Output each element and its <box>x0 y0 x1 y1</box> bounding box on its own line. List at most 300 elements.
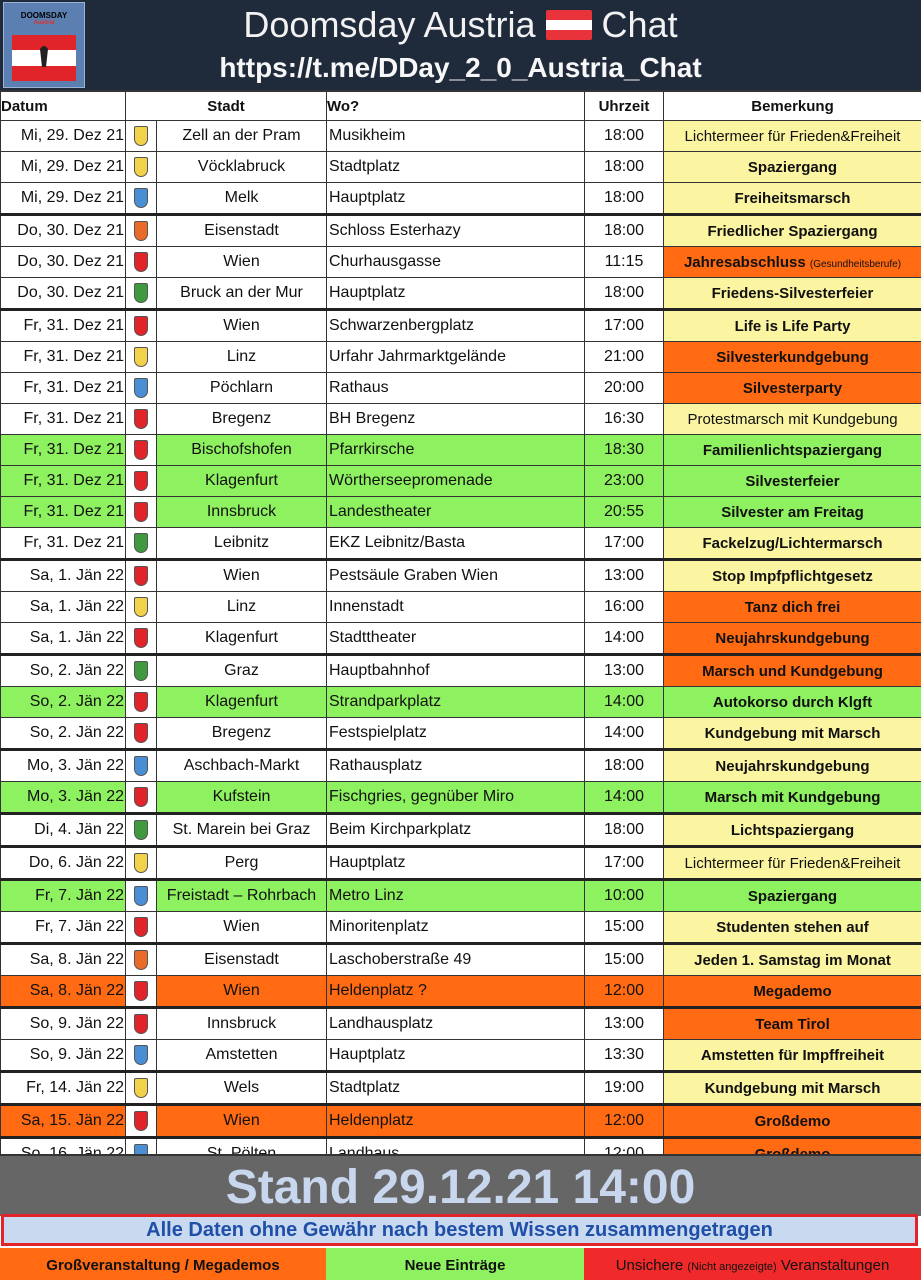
table-row <box>1 342 921 373</box>
note-cell <box>664 847 921 880</box>
date-cell: Fr, 31. Dez 21 <box>1 435 126 466</box>
date-cell: Fr, 31. Dez 21 <box>1 373 126 404</box>
note-cell <box>664 528 921 560</box>
table-row <box>1 278 921 310</box>
note-text: Jahresabschluss <box>684 254 806 271</box>
city-cell: Klagenfurt <box>157 623 327 655</box>
note-text: Megademo <box>753 983 831 1000</box>
place-cell: Festspielplatz <box>327 718 585 750</box>
table-row <box>1 435 921 466</box>
title-right: Chat <box>602 4 678 45</box>
city-cell: Wien <box>157 912 327 944</box>
place-cell: Laschoberstraße 49 <box>327 944 585 976</box>
state-crest-icon <box>134 597 148 617</box>
note-cell <box>664 342 921 373</box>
note-text: Neujahrskundgebung <box>715 758 869 775</box>
place-cell: Beim Kirchparkplatz <box>327 814 585 847</box>
note-cell <box>664 750 921 782</box>
time-cell: 19:00 <box>585 1072 664 1105</box>
place-cell: Churhausgasse <box>327 247 585 278</box>
place-cell: Pfarrkirsche <box>327 435 585 466</box>
date-cell: Sa, 8. Jän 22 <box>1 944 126 976</box>
time-cell: 13:00 <box>585 1008 664 1040</box>
date-cell: Fr, 7. Jän 22 <box>1 912 126 944</box>
note-cell <box>664 623 921 655</box>
crest-cell <box>126 560 157 592</box>
note-cell <box>664 1105 921 1138</box>
header <box>0 0 921 90</box>
note-cell <box>664 215 921 247</box>
note-cell <box>664 1072 921 1105</box>
logo-line1: DOOMSDAY <box>4 11 84 20</box>
crest-cell <box>126 750 157 782</box>
time-cell: 18:30 <box>585 435 664 466</box>
crest-cell <box>126 121 157 152</box>
crest-cell <box>126 880 157 912</box>
place-cell: Schwarzenbergplatz <box>327 310 585 342</box>
note-cell <box>664 310 921 342</box>
place-cell: Pestsäule Graben Wien <box>327 560 585 592</box>
state-crest-icon <box>134 126 148 146</box>
note-text: Fackelzug/Lichtermarsch <box>702 535 882 552</box>
legend-red-a: Unsichere <box>616 1257 684 1274</box>
city-cell: Leibnitz <box>157 528 327 560</box>
crest-cell <box>126 183 157 215</box>
city-cell: Eisenstadt <box>157 944 327 976</box>
state-crest-icon <box>134 756 148 776</box>
header-time: Uhrzeit <box>585 91 664 121</box>
table-row <box>1 121 921 152</box>
time-cell: 18:00 <box>585 121 664 152</box>
city-cell: Pöchlarn <box>157 373 327 404</box>
city-cell: Innsbruck <box>157 497 327 528</box>
place-cell: Heldenplatz <box>327 1105 585 1138</box>
state-crest-icon <box>134 316 148 336</box>
state-crest-icon <box>134 283 148 303</box>
legend-orange: Großveranstaltung / Megademos <box>0 1248 326 1280</box>
crest-cell <box>126 847 157 880</box>
note-text: Stop Impfpflichtgesetz <box>712 568 873 585</box>
date-cell: Mi, 29. Dez 21 <box>1 121 126 152</box>
date-cell: Mi, 29. Dez 21 <box>1 183 126 215</box>
crest-cell <box>126 623 157 655</box>
city-cell: Kufstein <box>157 782 327 814</box>
place-cell: BH Bregenz <box>327 404 585 435</box>
city-cell: Innsbruck <box>157 1008 327 1040</box>
table-row <box>1 655 921 687</box>
state-crest-icon <box>134 533 148 553</box>
table-row <box>1 1008 921 1040</box>
crest-cell <box>126 718 157 750</box>
note-text: Spaziergang <box>748 159 837 176</box>
date-cell: Fr, 31. Dez 21 <box>1 466 126 497</box>
note-cell <box>664 560 921 592</box>
note-cell <box>664 912 921 944</box>
crest-cell <box>126 435 157 466</box>
table-row <box>1 528 921 560</box>
note-text: Silvester am Freitag <box>721 504 864 521</box>
city-cell: Melk <box>157 183 327 215</box>
table-row <box>1 912 921 944</box>
note-text: Protestmarsch mit Kundgebung <box>687 411 897 428</box>
note-text: Marsch und Kundgebung <box>702 663 883 680</box>
state-crest-icon <box>134 820 148 840</box>
stand-text: Stand 29.12.21 14:00 <box>0 1160 921 1215</box>
legend-red-b: (Nicht angezeigte) <box>687 1261 776 1273</box>
place-cell: Urfahr Jahrmarktgelände <box>327 342 585 373</box>
state-crest-icon <box>134 886 148 906</box>
table-row <box>1 404 921 435</box>
date-cell: Sa, 1. Jän 22 <box>1 592 126 623</box>
crest-cell <box>126 782 157 814</box>
city-cell: Aschbach-Markt <box>157 750 327 782</box>
time-cell: 17:00 <box>585 528 664 560</box>
state-crest-icon <box>134 157 148 177</box>
table-row <box>1 1040 921 1072</box>
note-cell <box>664 247 921 278</box>
table-row <box>1 560 921 592</box>
place-cell: Landhausplatz <box>327 1008 585 1040</box>
date-cell: Do, 30. Dez 21 <box>1 278 126 310</box>
date-cell: Di, 4. Jän 22 <box>1 814 126 847</box>
crest-cell <box>126 278 157 310</box>
note-text: Familienlichtspaziergang <box>703 442 882 459</box>
time-cell: 18:00 <box>585 278 664 310</box>
date-cell: Fr, 31. Dez 21 <box>1 404 126 435</box>
state-crest-icon <box>134 188 148 208</box>
crest-cell <box>126 912 157 944</box>
note-cell <box>664 592 921 623</box>
place-cell: Landestheater <box>327 497 585 528</box>
place-cell: Hauptplatz <box>327 183 585 215</box>
table-row <box>1 976 921 1008</box>
table-row <box>1 466 921 497</box>
date-cell: Do, 6. Jän 22 <box>1 847 126 880</box>
time-cell: 14:00 <box>585 782 664 814</box>
state-crest-icon <box>134 252 148 272</box>
city-cell: Bregenz <box>157 718 327 750</box>
time-cell: 18:00 <box>585 152 664 183</box>
note-text: Silvesterkundgebung <box>716 349 869 366</box>
date-cell: Sa, 1. Jän 22 <box>1 560 126 592</box>
date-cell: Sa, 1. Jän 22 <box>1 623 126 655</box>
city-cell: Vöcklabruck <box>157 152 327 183</box>
place-cell: Hauptplatz <box>327 847 585 880</box>
legend-red-c: Veranstaltungen <box>781 1257 889 1274</box>
note-cell <box>664 497 921 528</box>
crest-cell <box>126 1072 157 1105</box>
city-cell: Zell an der Pram <box>157 121 327 152</box>
city-cell: Wels <box>157 1072 327 1105</box>
city-cell: St. Marein bei Graz <box>157 814 327 847</box>
date-cell: Fr, 7. Jän 22 <box>1 880 126 912</box>
crest-cell <box>126 976 157 1008</box>
date-cell: Mi, 29. Dez 21 <box>1 152 126 183</box>
crest-cell <box>126 687 157 718</box>
note-text: Autokorso durch Klgft <box>713 694 872 711</box>
note-text: Life is Life Party <box>735 318 851 335</box>
state-crest-icon <box>134 917 148 937</box>
note-text: Amstetten für Impffreiheit <box>701 1047 884 1064</box>
date-cell: So, 2. Jän 22 <box>1 655 126 687</box>
time-cell: 16:30 <box>585 404 664 435</box>
header-city: Stadt <box>126 91 327 121</box>
city-cell: Linz <box>157 342 327 373</box>
note-text: Lichtspaziergang <box>731 822 854 839</box>
time-cell: 15:00 <box>585 944 664 976</box>
city-cell: Linz <box>157 592 327 623</box>
crest-cell <box>126 466 157 497</box>
table-row <box>1 814 921 847</box>
state-crest-icon <box>134 347 148 367</box>
place-cell: Strandparkplatz <box>327 687 585 718</box>
state-crest-icon <box>134 628 148 648</box>
note-cell <box>664 121 921 152</box>
table-row <box>1 373 921 404</box>
city-cell: Wien <box>157 247 327 278</box>
date-cell: Fr, 31. Dez 21 <box>1 528 126 560</box>
place-cell: Musikheim <box>327 121 585 152</box>
place-cell: Wörtherseepromenade <box>327 466 585 497</box>
city-cell: Klagenfurt <box>157 466 327 497</box>
table-row <box>1 623 921 655</box>
place-cell: Schloss Esterhazy <box>327 215 585 247</box>
city-cell: Eisenstadt <box>157 215 327 247</box>
note-text: Spaziergang <box>748 888 837 905</box>
telegram-link[interactable]: https://t.me/DDay_2_0_Austria_Chat <box>0 52 921 84</box>
table-row <box>1 310 921 342</box>
note-cell <box>664 152 921 183</box>
city-cell: Graz <box>157 655 327 687</box>
table-row <box>1 247 921 278</box>
time-cell: 20:55 <box>585 497 664 528</box>
table-row <box>1 1072 921 1105</box>
crest-cell <box>126 655 157 687</box>
city-cell: Freistadt – Rohrbach <box>157 880 327 912</box>
time-cell: 18:00 <box>585 183 664 215</box>
date-cell: Sa, 8. Jän 22 <box>1 976 126 1008</box>
city-cell: Amstetten <box>157 1040 327 1072</box>
header-note: Bemerkung <box>664 91 921 121</box>
header-date: Datum <box>1 91 126 121</box>
state-crest-icon <box>134 566 148 586</box>
city-cell: Bruck an der Mur <box>157 278 327 310</box>
note-cell <box>664 880 921 912</box>
logo-line2: Austria <box>4 20 84 26</box>
note-text: Friedens-Silvesterfeier <box>712 285 874 302</box>
note-text: Friedlicher Spaziergang <box>707 223 877 240</box>
note-text: Kundgebung mit Marsch <box>705 725 881 742</box>
city-cell: Wien <box>157 560 327 592</box>
legend-red <box>584 1248 921 1280</box>
crest-cell <box>126 247 157 278</box>
note-cell <box>664 404 921 435</box>
time-cell: 23:00 <box>585 466 664 497</box>
time-cell: 11:15 <box>585 247 664 278</box>
place-cell: EKZ Leibnitz/Basta <box>327 528 585 560</box>
city-cell: Bischofshofen <box>157 435 327 466</box>
state-crest-icon <box>134 1078 148 1098</box>
time-cell: 12:00 <box>585 1105 664 1138</box>
table-row <box>1 880 921 912</box>
stand-banner <box>0 1154 921 1216</box>
date-cell: So, 9. Jän 22 <box>1 1008 126 1040</box>
date-cell: Do, 30. Dez 21 <box>1 247 126 278</box>
date-cell: Mo, 3. Jän 22 <box>1 750 126 782</box>
date-cell: So, 2. Jän 22 <box>1 687 126 718</box>
state-crest-icon <box>134 723 148 743</box>
note-text: Jeden 1. Samstag im Monat <box>694 952 891 969</box>
place-cell: Innenstadt <box>327 592 585 623</box>
table-row <box>1 497 921 528</box>
note-cell <box>664 278 921 310</box>
time-cell: 18:00 <box>585 215 664 247</box>
date-cell: So, 2. Jän 22 <box>1 718 126 750</box>
crest-cell <box>126 528 157 560</box>
table-row <box>1 152 921 183</box>
state-crest-icon <box>134 440 148 460</box>
state-crest-icon <box>134 502 148 522</box>
note-cell <box>664 466 921 497</box>
note-cell <box>664 1008 921 1040</box>
note-text: Studenten stehen auf <box>716 919 869 936</box>
note-text: Team Tirol <box>755 1016 829 1033</box>
table-row <box>1 718 921 750</box>
note-text: Tanz dich frei <box>745 599 841 616</box>
time-cell: 18:00 <box>585 814 664 847</box>
crest-cell <box>126 497 157 528</box>
city-cell: Klagenfurt <box>157 687 327 718</box>
note-cell <box>664 718 921 750</box>
table-row <box>1 592 921 623</box>
crest-cell <box>126 152 157 183</box>
state-crest-icon <box>134 1014 148 1034</box>
place-cell: Fischgries, gegnüber Miro <box>327 782 585 814</box>
state-crest-icon <box>134 409 148 429</box>
city-cell: Perg <box>157 847 327 880</box>
crest-cell <box>126 814 157 847</box>
time-cell: 14:00 <box>585 718 664 750</box>
note-cell <box>664 814 921 847</box>
note-text: Lichtermeer für Frieden&Freiheit <box>685 855 901 872</box>
note-text: Kundgebung mit Marsch <box>705 1080 881 1097</box>
crest-cell <box>126 1008 157 1040</box>
legend <box>0 1248 921 1280</box>
crest-cell <box>126 215 157 247</box>
table-row <box>1 782 921 814</box>
austria-flag-icon <box>546 10 592 40</box>
date-cell: Fr, 31. Dez 21 <box>1 342 126 373</box>
place-cell: Heldenplatz ? <box>327 976 585 1008</box>
time-cell: 14:00 <box>585 623 664 655</box>
place-cell: Hauptplatz <box>327 278 585 310</box>
legend-green: Neue Einträge <box>326 1248 584 1280</box>
state-crest-icon <box>134 787 148 807</box>
state-crest-icon <box>134 221 148 241</box>
state-crest-icon <box>134 1045 148 1065</box>
note-subtext: (Gesundheitsberufe) <box>810 259 901 270</box>
date-cell: Do, 30. Dez 21 <box>1 215 126 247</box>
table-row <box>1 750 921 782</box>
place-cell: Hauptbahnhof <box>327 655 585 687</box>
state-crest-icon <box>134 661 148 681</box>
state-crest-icon <box>134 692 148 712</box>
note-text: Marsch mit Kundgebung <box>705 789 881 806</box>
note-text: Silvesterfeier <box>745 473 839 490</box>
city-cell: Wien <box>157 976 327 1008</box>
time-cell: 16:00 <box>585 592 664 623</box>
place-cell: Rathausplatz <box>327 750 585 782</box>
page-title <box>0 4 921 46</box>
header-place: Wo? <box>327 91 585 121</box>
time-cell: 14:00 <box>585 687 664 718</box>
time-cell: 21:00 <box>585 342 664 373</box>
place-cell: Stadtplatz <box>327 152 585 183</box>
date-cell: So, 9. Jän 22 <box>1 1040 126 1072</box>
time-cell: 10:00 <box>585 880 664 912</box>
table-row <box>1 687 921 718</box>
disclaimer-bar: Alle Daten ohne Gewähr nach bestem Wissen zusammengetragen <box>1 1214 918 1246</box>
date-cell: Fr, 14. Jän 22 <box>1 1072 126 1105</box>
table-row <box>1 944 921 976</box>
state-crest-icon <box>134 378 148 398</box>
crest-cell <box>126 404 157 435</box>
note-cell <box>664 373 921 404</box>
place-cell: Hauptplatz <box>327 1040 585 1072</box>
table-row <box>1 183 921 215</box>
note-cell <box>664 655 921 687</box>
note-cell <box>664 435 921 466</box>
city-cell: Bregenz <box>157 404 327 435</box>
time-cell: 17:00 <box>585 310 664 342</box>
city-cell: Wien <box>157 310 327 342</box>
date-cell: Fr, 31. Dez 21 <box>1 497 126 528</box>
place-cell: Minoritenplatz <box>327 912 585 944</box>
crest-cell <box>126 342 157 373</box>
note-text: Silvesterparty <box>743 380 842 397</box>
note-cell <box>664 782 921 814</box>
note-text: Großdemo <box>755 1113 831 1130</box>
title-left: Doomsday Austria <box>243 4 535 45</box>
note-text: Freiheitsmarsch <box>735 190 851 207</box>
note-cell <box>664 1040 921 1072</box>
note-cell <box>664 976 921 1008</box>
crest-cell <box>126 592 157 623</box>
place-cell: Stadtplatz <box>327 1072 585 1105</box>
note-cell <box>664 687 921 718</box>
event-table <box>0 90 921 1170</box>
time-cell: 12:00 <box>585 976 664 1008</box>
state-crest-icon <box>134 981 148 1001</box>
state-crest-icon <box>134 950 148 970</box>
note-text: Neujahrskundgebung <box>715 630 869 647</box>
state-crest-icon <box>134 471 148 491</box>
note-cell <box>664 944 921 976</box>
crest-cell <box>126 310 157 342</box>
place-cell: Rathaus <box>327 373 585 404</box>
crest-cell <box>126 373 157 404</box>
city-cell: Wien <box>157 1105 327 1138</box>
date-cell: Fr, 31. Dez 21 <box>1 310 126 342</box>
state-crest-icon <box>134 1111 148 1131</box>
time-cell: 18:00 <box>585 750 664 782</box>
date-cell: Sa, 15. Jän 22 <box>1 1105 126 1138</box>
place-cell: Metro Linz <box>327 880 585 912</box>
table-row <box>1 1105 921 1138</box>
date-cell: Mo, 3. Jän 22 <box>1 782 126 814</box>
time-cell: 13:30 <box>585 1040 664 1072</box>
time-cell: 13:00 <box>585 655 664 687</box>
